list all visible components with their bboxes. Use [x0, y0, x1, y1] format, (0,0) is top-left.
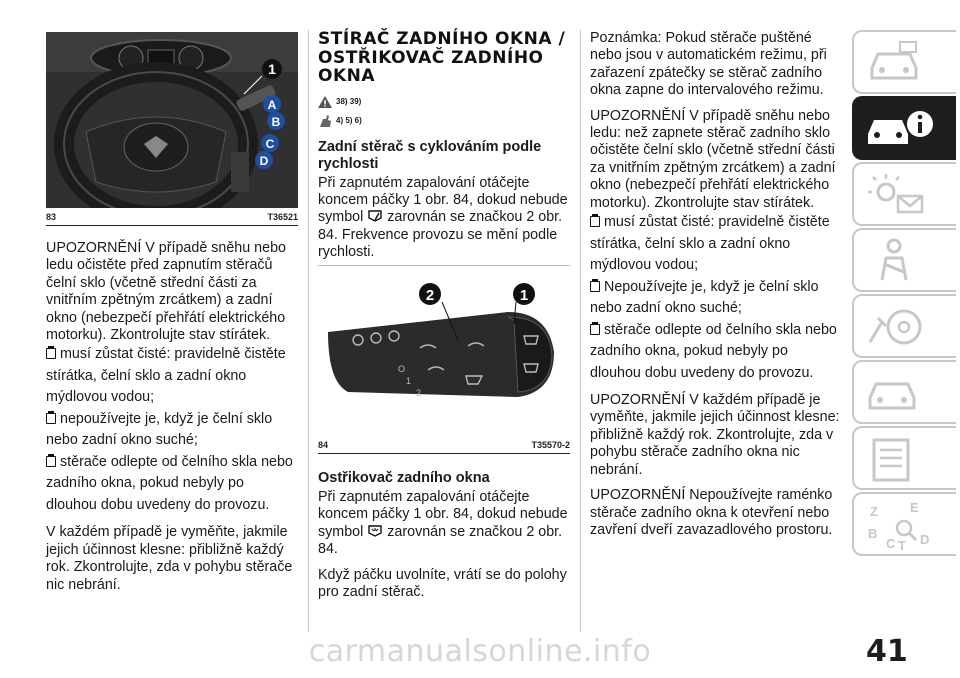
bullet-item: nepoužívejte je, když je čelní sklo nebo zadní okno suché;: [46, 410, 273, 449]
warning-text: UPOZORNĚNÍ V případě sněhu nebo ledu očistěte před zapnutím stěračů čelní sklo (včetně střední části za vnitřním zpětným zrcátkem) a zadní okno (nebezpečí přehřátí elektrického motorku). Zkontrolujte stav stírátek.: [46, 240, 286, 344]
warning-text: UPOZORNĚNÍ Nepoužívejte raménko stěrače zadního okna k otevření nebo zavření dveří zavazadlového prostoru.: [590, 487, 833, 538]
svg-text:T: T: [898, 538, 906, 553]
replace-text: V každém případě je vyměňte, jakmile jejich účinnost klesne: přibližně každý rok. Zkontrolujte, zda v pohybu stěrače nic nebrání.: [46, 524, 293, 593]
stalk-figure: [318, 272, 570, 432]
bullet-item: stěrače odlepte od čelního skla nebo zadního okna, pokud nebyly po dlouhou dobu uvedeny do provozu.: [590, 321, 837, 381]
steering-wheel-figure: [46, 32, 298, 208]
hand-warning-icon: [318, 115, 332, 127]
rear-wiper-icon: [368, 210, 382, 222]
svg-text:B: B: [868, 526, 878, 541]
warning-triangle-icon: [318, 96, 332, 108]
wiper-stalk-illustration: [318, 272, 570, 432]
figure-rule: [318, 453, 570, 454]
paragraph: Při zapnutém zapalování otáčejte koncem páčky 1 obr. 84, dokud nebude symbol zarovnán se značkou 2 obr. 84. Frekvence provozu se mění podle rychlosti.: [318, 174, 568, 261]
svg-text:E: E: [910, 500, 919, 515]
bullet-icon: [590, 324, 600, 335]
rear-washer-icon: [368, 525, 382, 537]
bullet-item: Nepoužívejte je, když je čelní sklo nebo zadní okno suché;: [590, 278, 819, 317]
svg-text:2: 2: [416, 388, 422, 398]
steering-wrench-icon: [864, 302, 934, 352]
svg-text:C: C: [886, 536, 896, 551]
warning-text: UPOZORNĚNÍ V každém případě je vyměňte, jakmile jejich účinnost klesne: přibližně každý rok. Zkontrolujte, zda v pohybu stěrače zadního okna nic nebrání.: [590, 392, 840, 478]
tab-index[interactable]: [852, 492, 956, 556]
callout-c: C: [265, 137, 275, 151]
svg-text:Z: Z: [870, 504, 878, 519]
warning-text: UPOZORNĚNÍ V případě sněhu nebo ledu: než zapnete stěrač zadního sklo očistěte čelní sklo (včetně střední části za vnitřním zpětným zrcátkem) a zadní okno (nebezpečí přehřátí elektrického motorku). Zkontrolujte stav stírátek.: [590, 107, 836, 211]
bullet-icon: [590, 216, 600, 227]
callout-2: 2: [425, 287, 435, 304]
subsection-title: Zadní stěrač s cyklováním podle rychlosti: [318, 138, 542, 172]
svg-text:D: D: [920, 532, 930, 547]
tab-dashboard[interactable]: [852, 30, 956, 94]
warning-reference: 38) 39): [318, 96, 570, 108]
paragraph: Při zapnutém zapalování otáčejte koncem páčky 1 obr. 84, dokud nebude symbol zarovnán se značkou 2 obr. 84.: [318, 489, 568, 558]
figure-number: 84: [318, 440, 329, 450]
checklist-icon: [864, 434, 924, 484]
airbag-person-icon: [864, 236, 924, 286]
svg-text:O: O: [398, 364, 406, 374]
warning-reference: 4) 5) 6): [318, 115, 570, 127]
steering-wheel-illustration: [46, 32, 298, 208]
bullet-icon: [590, 281, 600, 292]
car-info-icon: [864, 104, 934, 154]
tab-vehicle-info[interactable]: [852, 96, 956, 160]
bullet-icon: [46, 413, 56, 424]
callout-a: A: [267, 98, 277, 112]
car-warning-icon: [864, 368, 924, 418]
bullet-item: stěrače odlepte od čelního skla nebo zadního okna, pokud nebyly po dlouhou dobu uvedeny do provozu.: [46, 453, 293, 513]
bullet-icon: [46, 456, 56, 467]
tab-safety[interactable]: [852, 228, 956, 292]
tab-maintenance[interactable]: [852, 426, 956, 490]
section-title: STÍRAČ ZADNÍHO OKNA / OSTŘIKOVAČ ZADNÍHO OKNA: [318, 29, 566, 86]
subsection-title: Ostřikovač zadního okna: [318, 470, 490, 486]
bullet-icon: [46, 348, 56, 359]
watermark: carmanualsonline.info: [308, 634, 652, 669]
callout-1: 1: [519, 287, 529, 304]
tab-starting-driving[interactable]: [852, 294, 956, 358]
figure-top-rule: [318, 265, 570, 266]
page-number: 41: [866, 634, 908, 669]
figure-code: T36521: [267, 212, 298, 222]
column-divider: [308, 30, 309, 632]
figure-84-caption: [318, 440, 570, 450]
callout-d: D: [259, 154, 269, 168]
column-divider: [580, 30, 581, 632]
tab-emergency[interactable]: [852, 360, 956, 424]
tab-lights[interactable]: [852, 162, 956, 226]
paragraph: Když páčku uvolníte, vrátí se do polohy pro zadní stěrač.: [318, 566, 567, 601]
callout-1: 1: [268, 61, 276, 77]
svg-text:1: 1: [406, 376, 412, 386]
note-text: Poznámka: Pokud stěrače puštěné nebo jsou v automatickém režimu, při zařazení zpátečky se stěrač zadního okna zapne do intervalového režimu.: [590, 30, 827, 99]
lights-mail-icon: [864, 170, 934, 220]
figure-rule: [46, 225, 298, 226]
abc-index-icon: [864, 500, 934, 554]
car-dashboard-icon: [864, 38, 924, 88]
bullet-item: musí zůstat čisté: pravidelně čistěte stírátka, čelní sklo a zadní okno mýdlovou vodou;: [46, 346, 286, 406]
callout-b: B: [271, 115, 281, 129]
figure-number: 83: [46, 212, 57, 222]
figure-83-caption: [46, 212, 298, 222]
figure-code: T35570-2: [531, 440, 570, 450]
bullet-item: musí zůstat čisté: pravidelně čistěte stírátka, čelní sklo a zadní okno mýdlovou vodou;: [590, 214, 830, 274]
